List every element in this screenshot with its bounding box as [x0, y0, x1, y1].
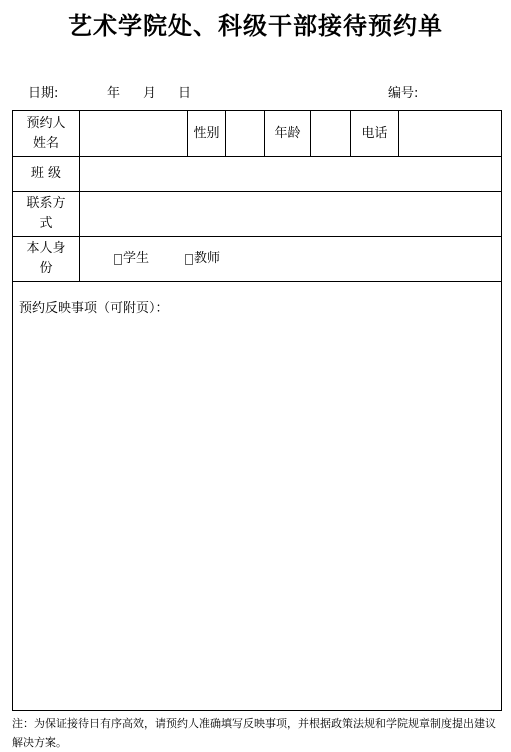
number-label: 编号: [388, 86, 419, 101]
date-label: 日期: [28, 86, 59, 101]
footnote: 注：为保证接待日有序高效，请预约人准确填写反映事项，并根据政策法规和学院规章制度提出建议解决方案。 [12, 717, 496, 749]
month-label: 月 [143, 86, 157, 101]
age-label: 年龄 [274, 125, 301, 141]
class-field[interactable] [80, 157, 501, 191]
teacher-checkbox[interactable] [185, 254, 193, 265]
identity-label: 本人身份 [26, 241, 66, 276]
row-identity [13, 237, 501, 282]
row-contact [13, 192, 501, 237]
row-name [13, 111, 501, 157]
appointment-form-table [12, 110, 502, 711]
teacher-option-label: 教师 [194, 251, 221, 266]
phone-field[interactable] [399, 111, 501, 156]
age-field[interactable] [311, 111, 350, 156]
class-label: 班 级 [30, 166, 62, 181]
day-label: 日 [178, 86, 192, 101]
page-title: 艺术学院处、科级干部接待预约单 [68, 11, 443, 40]
teacher-option[interactable] [185, 249, 220, 269]
contact-label: 联系方式 [26, 196, 66, 231]
row-class [13, 157, 501, 192]
matters-label: 预约反映事项（可附页）： [19, 301, 169, 316]
name-field[interactable] [80, 111, 187, 156]
name-label: 预约人姓名 [26, 115, 66, 151]
student-option[interactable] [114, 249, 149, 269]
matters-area[interactable] [13, 282, 501, 710]
phone-label: 电话 [361, 125, 388, 141]
gender-field[interactable] [226, 111, 264, 156]
contact-field[interactable] [80, 192, 501, 236]
year-label: 年 [107, 86, 121, 101]
student-option-label: 学生 [123, 251, 150, 266]
student-checkbox[interactable] [114, 254, 122, 265]
gender-label: 性别 [193, 125, 220, 141]
